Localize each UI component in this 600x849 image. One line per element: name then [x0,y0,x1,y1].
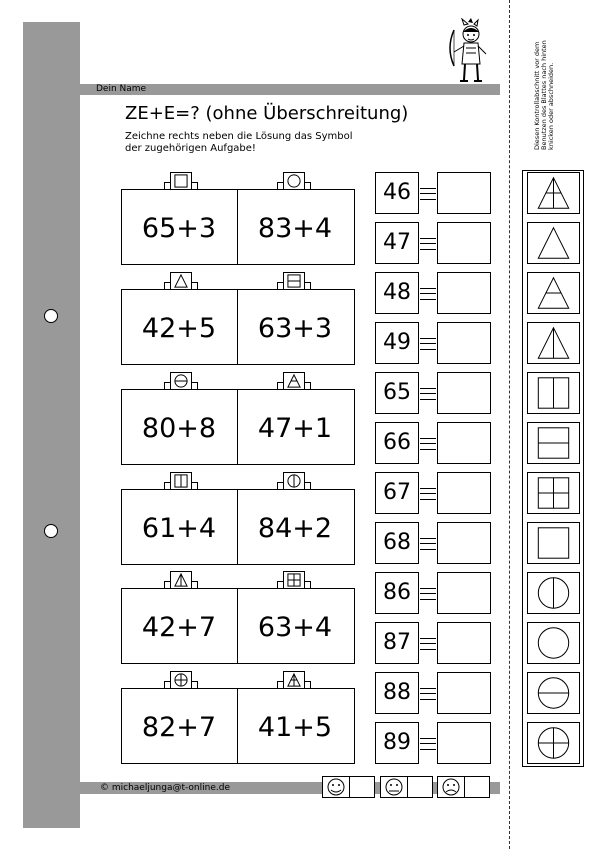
answer-symbol-slot[interactable] [437,272,491,314]
page-title: ZE+E=? (ohne Überschreitung) [125,103,409,124]
answer-number: 68 [375,522,419,564]
symbol-connector [164,182,165,189]
answer-number: 47 [375,222,419,264]
task-expression: 83+4 [257,213,333,244]
symbol-connector [310,182,311,189]
task-expression: 61+4 [141,513,217,544]
answer-number: 67 [375,472,419,514]
square-icon [527,522,580,564]
rating-checkbox[interactable] [407,776,433,798]
triangle-cross-icon [527,172,580,214]
smiley-neutral-icon[interactable] [380,776,408,798]
triangle-cross-icon [283,671,305,689]
answer-symbol-slot[interactable] [437,472,491,514]
side-note-text: Diesen Kontrollabschnitt vor dem Benutzen des Blattes nach hinten knicken oder abschneiden. [533,40,555,150]
symbol-connector [277,681,278,688]
cut-line [509,0,510,849]
footer-email: © michaeljunga@t-online.de [100,783,230,793]
answer-number: 89 [375,722,419,764]
answer-connector [420,538,436,550]
answer-symbol-slot[interactable] [437,322,491,364]
answer-connector [420,338,436,350]
square-vertical-icon [527,372,580,414]
answer-connector [420,238,436,250]
symbol-connector [310,482,311,489]
answer-number: 48 [375,272,419,314]
circle-vertical-icon [283,472,305,490]
task-expression: 41+5 [257,712,333,743]
circle-vertical-icon [527,572,580,614]
triangle-vertical-icon [527,322,580,364]
symbol-connector [197,282,198,289]
answer-connector [420,588,436,600]
square-cross-icon [527,472,580,514]
binder-strip [23,22,80,828]
triangle-horizontal-icon [527,272,580,314]
symbol-connector [197,382,198,389]
symbol-connector [197,182,198,189]
answer-connector [420,688,436,700]
circle-icon [527,622,580,664]
square-icon [170,172,192,190]
answer-number: 66 [375,422,419,464]
symbol-connector [197,681,198,688]
answer-number: 88 [375,672,419,714]
symbol-connector [310,382,311,389]
answer-symbol-slot[interactable] [437,172,491,214]
symbol-connector [164,382,165,389]
answer-number: 87 [375,622,419,664]
answer-symbol-slot[interactable] [437,522,491,564]
punch-hole [44,524,58,538]
square-cross-icon [283,571,305,589]
answer-symbol-slot[interactable] [437,572,491,614]
task-expression: 42+7 [141,612,217,643]
circle-icon [283,172,305,190]
circle-cross-icon [170,671,192,689]
task-expression: 63+4 [257,612,333,643]
square-vertical-icon [170,472,192,490]
square-horizontal-icon [527,422,580,464]
answer-symbol-slot[interactable] [437,422,491,464]
name-label: Dein Name [96,84,147,94]
symbol-connector [197,581,198,588]
task-expression: 80+8 [141,413,217,444]
task-expression: 63+3 [257,313,333,344]
symbol-connector [277,382,278,389]
triangle-horizontal-icon [283,372,305,390]
indian-mascot-icon [440,18,500,84]
answer-number: 86 [375,572,419,614]
symbol-connector [277,581,278,588]
answer-symbol-slot[interactable] [437,222,491,264]
rating-checkbox[interactable] [349,776,375,798]
answer-number: 65 [375,372,419,414]
answer-number: 49 [375,322,419,364]
task-expression: 82+7 [141,712,217,743]
smiley-sad-icon[interactable] [437,776,465,798]
circle-horizontal-icon [527,672,580,714]
symbol-connector [310,581,311,588]
symbol-connector [164,282,165,289]
triangle-icon [527,222,580,264]
task-expression: 42+5 [141,313,217,344]
answer-connector [420,738,436,750]
triangle-vertical-icon [170,571,192,589]
symbol-connector [310,681,311,688]
symbol-connector [197,482,198,489]
answer-number: 46 [375,172,419,214]
answer-symbol-slot[interactable] [437,722,491,764]
triangle-icon [170,272,192,290]
task-expression: 65+3 [141,213,217,244]
answer-connector [420,188,436,200]
answer-symbol-slot[interactable] [437,372,491,414]
rating-checkbox[interactable] [464,776,490,798]
symbol-connector [277,482,278,489]
symbol-connector [277,282,278,289]
answer-connector [420,288,436,300]
circle-cross-icon [527,722,580,764]
punch-hole [44,309,58,323]
instruction-text: Zeichne rechts neben die Lösung das Symbol der zugehörigen Aufgabe! [125,131,353,154]
answer-connector [420,388,436,400]
smiley-happy-icon[interactable] [322,776,350,798]
answer-connector [420,488,436,500]
circle-horizontal-icon [170,372,192,390]
symbol-connector [310,282,311,289]
answer-symbol-slot[interactable] [437,672,491,714]
answer-symbol-slot[interactable] [437,622,491,664]
answer-connector [420,638,436,650]
symbol-connector [164,482,165,489]
task-expression: 47+1 [257,413,333,444]
task-expression: 84+2 [257,513,333,544]
symbol-connector [164,581,165,588]
symbol-connector [164,681,165,688]
square-horizontal-icon [283,272,305,290]
side-note [534,40,574,150]
symbol-connector [277,182,278,189]
answer-connector [420,438,436,450]
